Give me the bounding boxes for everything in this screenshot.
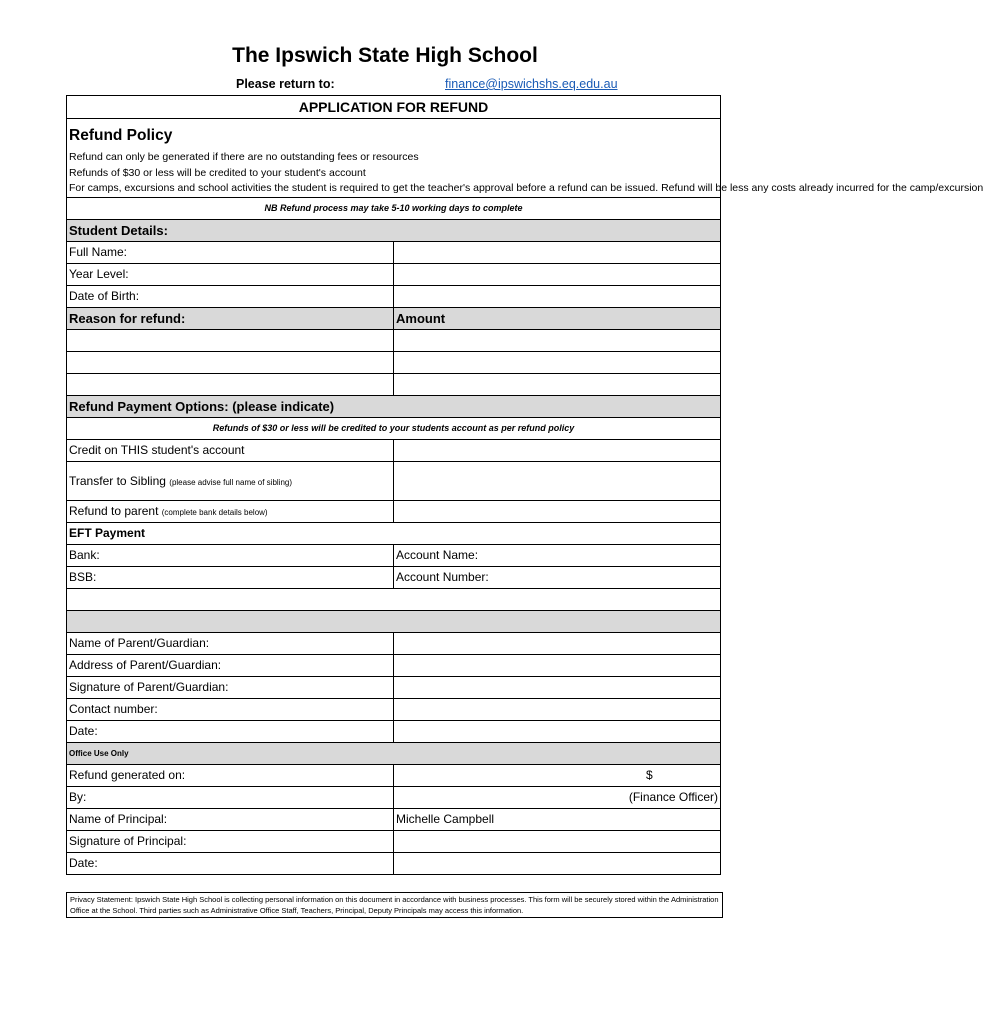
bank-label: Bank: bbox=[67, 544, 394, 566]
school-title: The Ipswich State High School bbox=[232, 44, 538, 67]
reason-field[interactable] bbox=[67, 373, 394, 395]
reason-heading: Reason for refund: bbox=[67, 307, 394, 329]
spacer-row bbox=[67, 610, 721, 632]
refund-form-table bbox=[66, 95, 983, 875]
reason-field[interactable] bbox=[67, 351, 394, 373]
parent-date-field[interactable] bbox=[394, 720, 721, 742]
date-of-birth-field[interactable] bbox=[394, 285, 721, 307]
principal-signature-label: Signature of Principal: bbox=[67, 830, 394, 852]
policy-title: Refund Policy bbox=[69, 127, 173, 144]
refund-parent-field[interactable] bbox=[394, 500, 721, 522]
student-details-heading: Student Details: bbox=[67, 219, 721, 241]
dollar-sign: $ bbox=[646, 768, 653, 782]
payment-options-heading: Refund Payment Options: (please indicate) bbox=[67, 395, 721, 417]
credit-option-label: Credit on THIS student's account bbox=[67, 439, 394, 461]
refund-generated-label: Refund generated on: bbox=[67, 764, 394, 786]
amount-field[interactable] bbox=[394, 351, 721, 373]
contact-number-field[interactable] bbox=[394, 698, 721, 720]
year-level-field[interactable] bbox=[394, 263, 721, 285]
principal-name-label: Name of Principal: bbox=[67, 808, 394, 830]
by-label: By: bbox=[67, 786, 394, 808]
amount-field[interactable] bbox=[394, 329, 721, 351]
privacy-statement: Privacy Statement: Ipswich State High School is collecting personal information on this document in accordance with business processes. This form will be securely stored within the Administration Office at the School. Third parties such as Administrative Office Staff, Teachers, Principal, Deputy Principals may access this information. bbox=[66, 892, 723, 918]
parent-signature-field[interactable] bbox=[394, 676, 721, 698]
bsb-label: BSB: bbox=[67, 566, 394, 588]
policy-line: For camps, excursions and school activities the student is required to get the teacher's approval before a refund can be issued. Refund will be less any costs already incurred for the camp/excursion bbox=[69, 182, 983, 194]
reason-field[interactable] bbox=[67, 329, 394, 351]
form-title: APPLICATION FOR REFUND bbox=[67, 96, 721, 119]
transfer-option-field[interactable] bbox=[394, 461, 721, 500]
office-use-heading: Office Use Only bbox=[67, 742, 721, 764]
policy-line: Refunds of $30 or less will be credited to your student's account bbox=[69, 166, 366, 179]
office-date-field[interactable] bbox=[394, 852, 721, 874]
account-number-label: Account Number: bbox=[394, 566, 721, 588]
year-level-label: Year Level: bbox=[67, 263, 394, 285]
policy-line: Refund can only be generated if there are no outstanding fees or resources bbox=[69, 151, 419, 163]
principal-signature-field[interactable] bbox=[394, 830, 721, 852]
transfer-option-label: Transfer to Sibling bbox=[69, 473, 166, 488]
amount-heading: Amount bbox=[394, 307, 721, 329]
payment-note: Refunds of $30 or less will be credited to your students account as per refund policy bbox=[67, 417, 721, 439]
office-date-label: Date: bbox=[67, 852, 394, 874]
spacer-row bbox=[67, 588, 721, 610]
return-label: Please return to: bbox=[236, 77, 335, 91]
finance-officer-label: (Finance Officer) bbox=[394, 786, 721, 808]
principal-name-value: Michelle Campbell bbox=[394, 808, 721, 830]
transfer-option-note: (please advise full name of sibling) bbox=[169, 477, 293, 487]
transfer-option bbox=[67, 461, 394, 500]
refund-parent-option bbox=[67, 500, 394, 522]
parent-address-label: Address of Parent/Guardian: bbox=[67, 654, 394, 676]
refund-parent-label: Refund to parent bbox=[69, 504, 159, 518]
credit-option-field[interactable] bbox=[394, 439, 721, 461]
return-email-link[interactable]: finance@ipswichshs.eq.edu.au bbox=[445, 77, 618, 91]
refund-parent-note: (complete bank details below) bbox=[161, 508, 268, 517]
date-of-birth-label: Date of Birth: bbox=[67, 285, 394, 307]
refund-policy bbox=[67, 119, 983, 198]
parent-address-field[interactable] bbox=[394, 654, 721, 676]
full-name-field[interactable] bbox=[394, 241, 721, 263]
contact-number-label: Contact number: bbox=[67, 698, 394, 720]
parent-name-label: Name of Parent/Guardian: bbox=[67, 632, 394, 654]
refund-generated-field[interactable] bbox=[394, 764, 721, 786]
eft-heading: EFT Payment bbox=[67, 522, 721, 544]
account-name-label: Account Name: bbox=[394, 544, 721, 566]
parent-date-label: Date: bbox=[67, 720, 394, 742]
processing-time-note: NB Refund process may take 5-10 working days to complete bbox=[67, 197, 721, 219]
amount-field[interactable] bbox=[394, 373, 721, 395]
full-name-label: Full Name: bbox=[67, 241, 394, 263]
parent-signature-label: Signature of Parent/Guardian: bbox=[67, 676, 394, 698]
parent-name-field[interactable] bbox=[394, 632, 721, 654]
